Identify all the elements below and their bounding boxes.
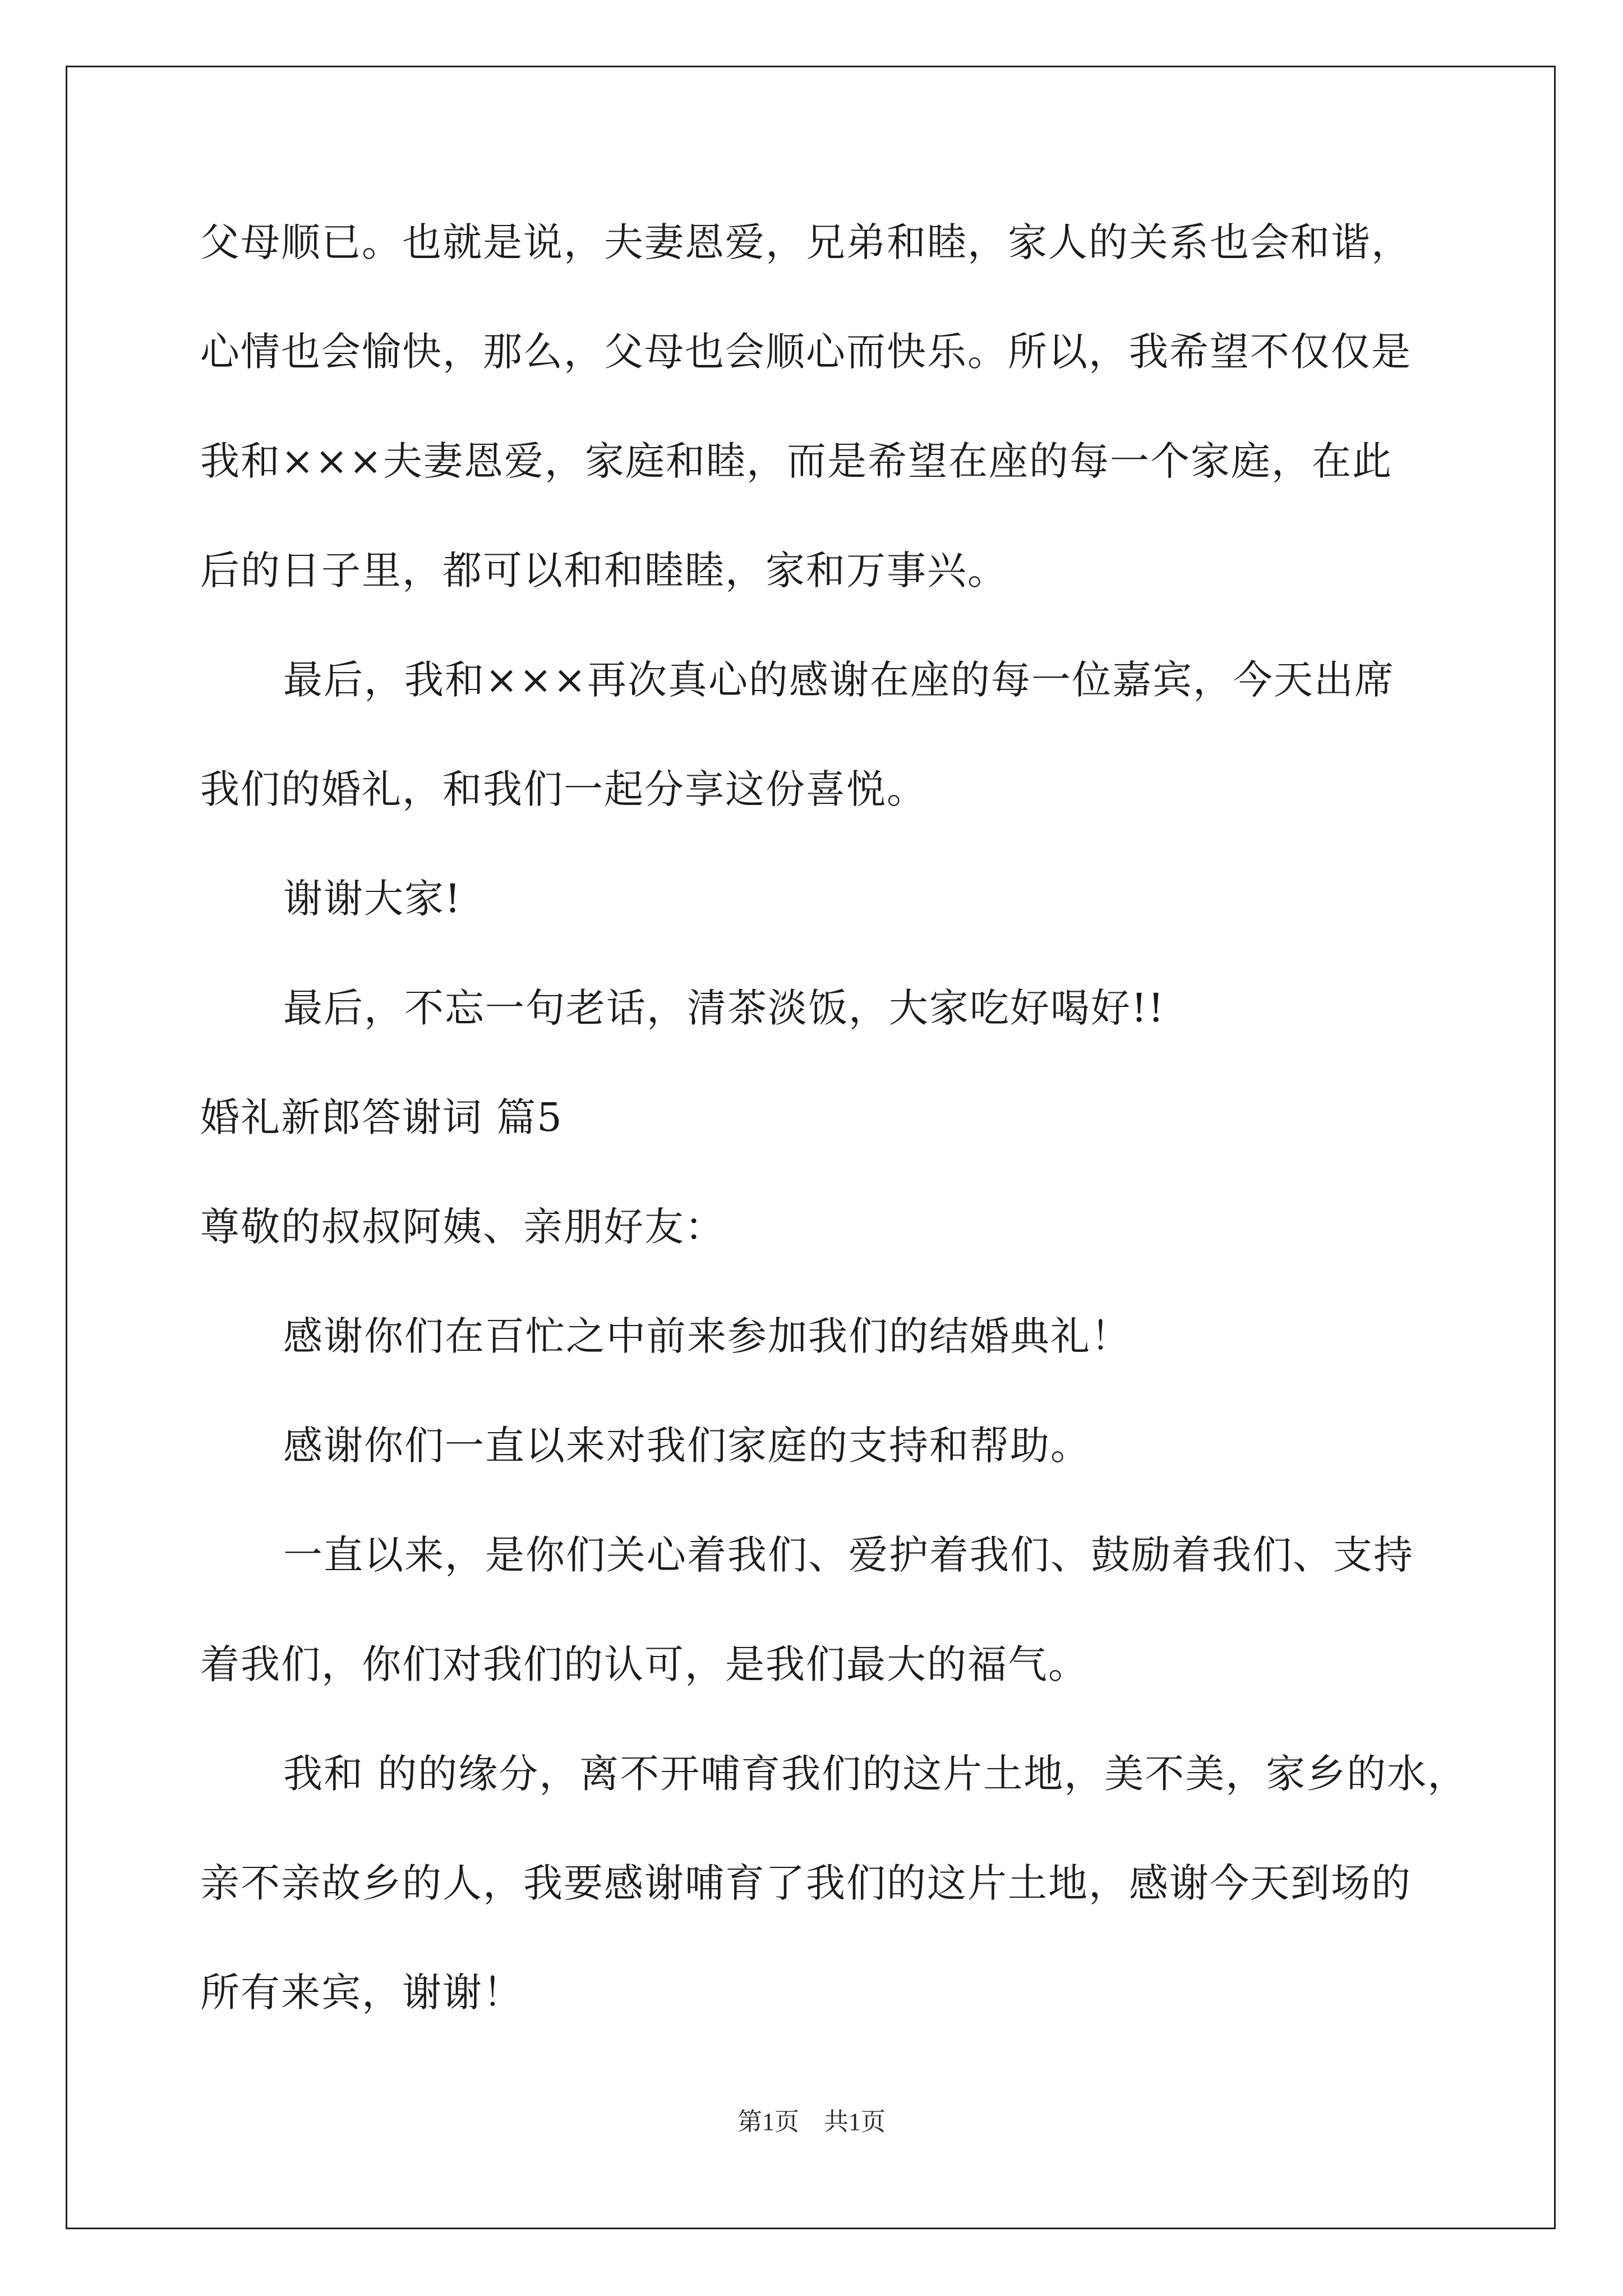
salutation: 尊敬的叔叔阿姨、亲朋好友： [200,1204,725,1250]
paragraph-line: 感谢你们一直以来对我们家庭的支持和帮助。 [283,1423,1091,1469]
paragraph-line: 着我们，你们对我们的认可，是我们最大的福气。 [200,1641,1089,1687]
paragraph-line: 我和×××夫妻恩爱，家庭和睦，而是希望在座的每一个家庭，在此 [200,438,1393,484]
paragraph-line: 谢谢大家! [283,876,462,922]
section-heading: 婚礼新郎答谢词 篇5 [200,1094,563,1140]
paragraph-line: 最后，不忘一句老话，清茶淡饭，大家吃好喝好!! [283,985,1165,1031]
paragraph-line: 所有来宾，谢谢！ [200,1970,523,2016]
paragraph-line: 后的日子里，都可以和和睦睦，家和万事兴。 [200,547,1008,593]
page-number: 第1页 [737,2108,799,2136]
paragraph-line: 感谢你们在百忙之中前来参加我们的结婚典礼！ [283,1313,1131,1359]
page-total: 共1页 [824,2108,886,2136]
paragraph-line: 亲不亲故乡的人，我要感谢哺育了我们的这片土地，感谢今天到场的 [200,1860,1412,1906]
paragraph-line: 最后，我和×××再次真心的感谢在座的每一位嘉宾，今天出席 [283,657,1395,703]
paragraph-line: 一直以来，是你们关心着我们、爱护着我们、鼓励着我们、支持 [283,1532,1414,1578]
page-footer [0,2101,1623,2137]
paragraph-line: 父母顺已。也就是说，夫妻恩爱，兄弟和睦，家人的关系也会和谐， [200,219,1412,265]
paragraph-line: 我和 的的缘分，离不开哺育我们的这片土地，美不美，家乡的水， [283,1751,1468,1797]
document-body [200,188,1468,2047]
paragraph-line: 我们的婚礼，和我们一起分享这份喜悦。 [200,766,927,812]
paragraph-line: 心情也会愉快，那么，父母也会顺心而快乐。所以，我希望不仅仅是 [200,329,1412,375]
